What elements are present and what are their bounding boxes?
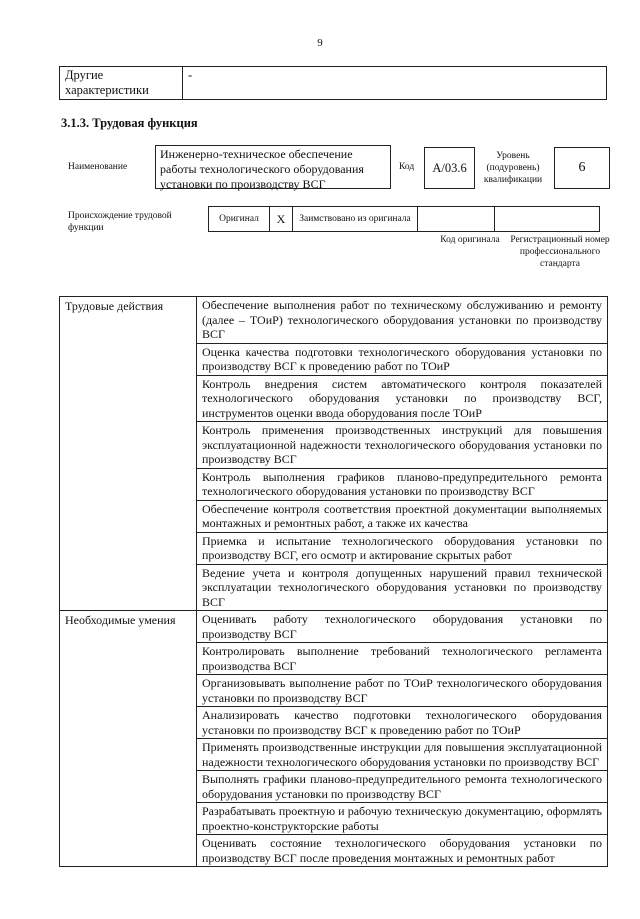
required-skills-item: Организовывать выполнение работ по ТОиР технологического оборудования установки по производству ВСГ (197, 675, 608, 707)
other-characteristics-table (59, 66, 607, 100)
labor-actions-item: Обеспечение выполнения работ по техническому обслуживанию и ремонту (далее – ТОиР) технологического оборудования установки по производству ВСГ (197, 297, 608, 344)
function-details-table (59, 296, 608, 867)
function-name-value: Инженерно-техническое обеспечение работы технологического оборудования установки по производству ВСГ (155, 145, 391, 189)
origin-table (208, 206, 600, 232)
section-title: 3.1.3. Трудовая функция (61, 116, 198, 130)
table-row (60, 297, 608, 344)
borrowed-label: Заимствовано из оригинала (293, 207, 418, 232)
required-skills-item: Разрабатывать проектную и рабочую техническую документацию, оформлять проектно-конструкторские работы (197, 803, 608, 835)
table-row (60, 611, 608, 643)
origin-label: Происхождение трудовой функции (68, 211, 172, 233)
qualification-level-value: 6 (554, 147, 610, 189)
qualification-level-label: Уровень (подуровень) квалификации (483, 151, 543, 185)
required-skills-label: Необходимые умения (60, 611, 197, 867)
reg-number-caption: Регистрационный номер профессионального стандарта (510, 235, 610, 269)
reg-number-cell (495, 207, 600, 232)
required-skills-item: Оценивать состояние технологического оборудования установки по производству ВСГ после проведения монтажных и ремонтных работ (197, 835, 608, 867)
labor-actions-item: Контроль применения производственных инструкций для повышения эксплуатационной надежности технологического оборудования установки по производству ВСГ (197, 422, 608, 469)
labor-actions-item: Контроль выполнения графиков планово-предупредительного ремонта технологического оборудования установки по производству ВСГ (197, 468, 608, 500)
function-code-value: A/03.6 (424, 147, 475, 189)
labor-actions-item: Ведение учета и контроля допущенных нарушений правил технической эксплуатации технологического оборудования установки по производству ВСГ (197, 564, 608, 611)
other-characteristics-label: Другие характеристики (60, 67, 183, 100)
name-label: Наименование (68, 162, 128, 172)
required-skills-item: Контролировать выполнение требований технологического регламента производства ВСГ (197, 643, 608, 675)
required-skills-item: Анализировать качество подготовки технологического оборудования установки по производству ВСГ к проведению работ по ТОиР (197, 707, 608, 739)
original-label: Оригинал (209, 207, 270, 232)
labor-actions-label: Трудовые действия (60, 297, 197, 611)
labor-actions-item: Оценка качества подготовки технологического оборудования установки по производству ВСГ к проведению работ по ТОиР (197, 343, 608, 375)
code-original-caption: Код оригинала (440, 235, 500, 245)
labor-actions-item: Контроль внедрения систем автоматического контроля показателей технологического оборудования установки по производству ВСГ, инструментов оценки ввода оборудования после ТОиР (197, 375, 608, 422)
labor-actions-item: Приемка и испытание технологического оборудования установки по производству ВСГ, его осмотр и актирование скрытых работ (197, 532, 608, 564)
original-mark: X (270, 207, 293, 232)
required-skills-item: Применять производственные инструкции для повышения эксплуатационной надежности технологического оборудования установки по производству ВСГ (197, 739, 608, 771)
required-skills-item: Оценивать работу технологического оборудования установки по производству ВСГ (197, 611, 608, 643)
code-label: Код (399, 162, 415, 172)
other-characteristics-value: - (183, 67, 607, 100)
page-number: 9 (317, 37, 323, 49)
labor-actions-item: Обеспечение контроля соответствия проектной документации выполняемых монтажных и ремонтных работ, а также их качества (197, 500, 608, 532)
original-code-cell (418, 207, 495, 232)
required-skills-item: Выполнять графики планово-предупредительного ремонта технологического оборудования установки по производству ВСГ (197, 771, 608, 803)
